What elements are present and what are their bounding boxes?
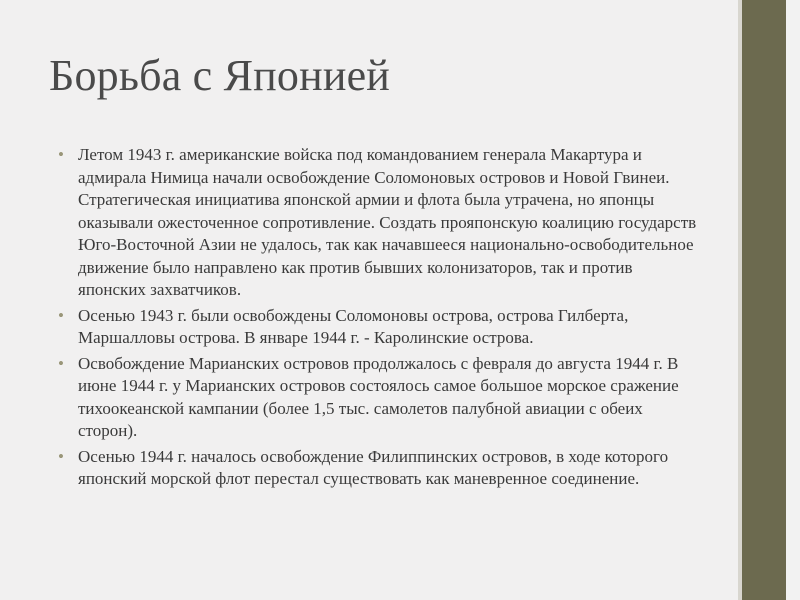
side-band bbox=[742, 0, 786, 600]
list-item bbox=[58, 305, 698, 350]
bullet-icon: • bbox=[58, 446, 64, 466]
bullet-icon: • bbox=[58, 145, 64, 164]
bullet-text: Освобождение Марианских островов продолжалось с февраля до августа 1944 г. В июне 1944 г. у Марианских островов состоялось самое большое морское сражение тихоокеанской кампании (более 1,5 тыс. самолетов палубной авиации с обеих сторон). bbox=[78, 353, 679, 440]
bullet-icon: • bbox=[58, 353, 64, 373]
bullet-list bbox=[58, 144, 698, 494]
bullet-icon: • bbox=[58, 305, 64, 325]
bullet-text: Осенью 1943 г. были освобождены Соломоновы острова, острова Гилберта, Маршалловы острова. В январе 1944 г. - Каролинские острова. bbox=[78, 305, 629, 347]
bullet-text: Летом 1943 г. американские войска под командованием генерала Макартура и адмирала Нимица начали освобождение Соломоновых островов и Новой Гвинеи. Стратегическая инициатива японской армии и флота была утрачена, но японцы оказывали ожесточенное сопротивление. Создать прояпонскую коалицию государств Юго-Восточной Азии не удалось, так как начавшееся национально-освободительное движение было направлено как против бывших колонизаторов, так и против японских захватчиков. bbox=[78, 145, 697, 299]
list-item bbox=[58, 144, 698, 302]
list-item bbox=[58, 446, 698, 491]
list-item bbox=[58, 353, 698, 443]
slide-title: Борьба с Японией bbox=[49, 51, 391, 100]
side-margin bbox=[786, 0, 800, 600]
bullet-text: Осенью 1944 г. началось освобождение Филиппинских островов, в ходе которого японский морской флот перестал существовать как маневренное соединение. bbox=[78, 446, 669, 488]
